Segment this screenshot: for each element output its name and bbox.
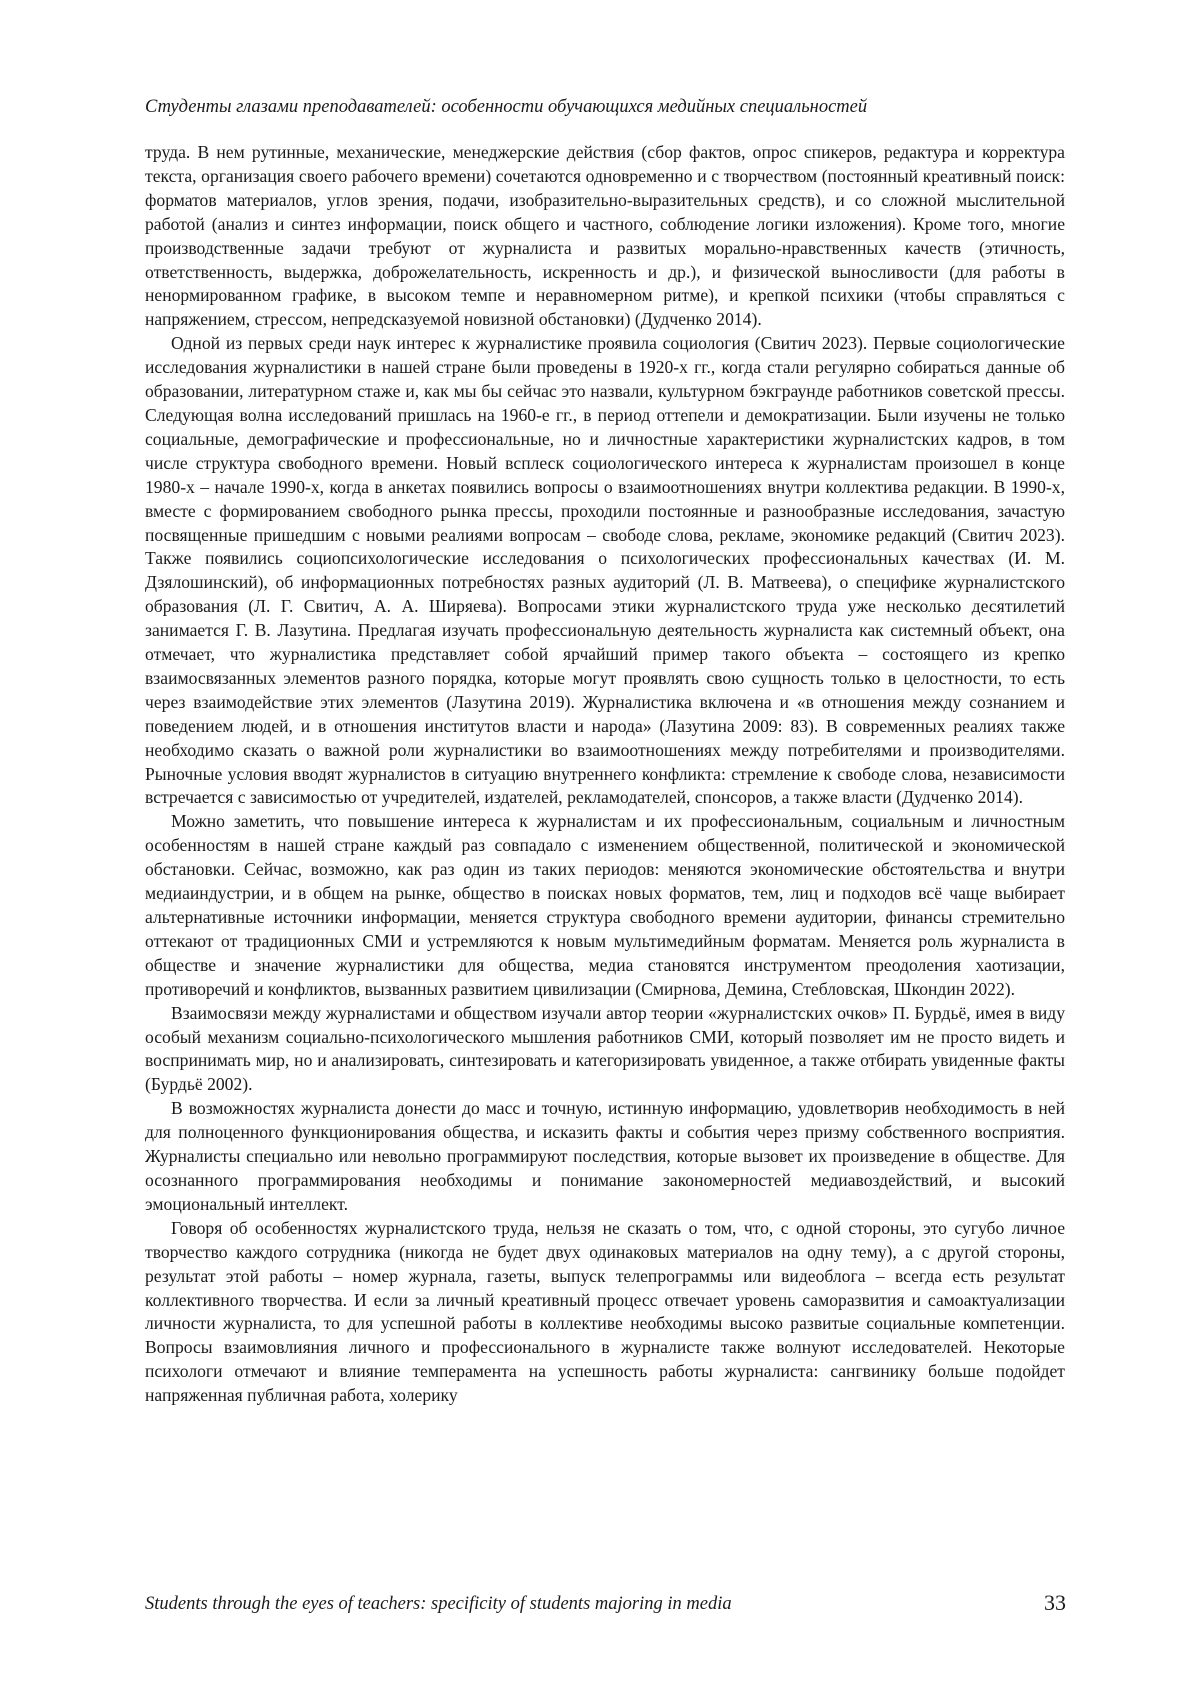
paragraph-interest-changes: Можно заметить, что повышение интереса к журналистам и их профессиональным, социальным и личностным особенностям в нашей стране каждый раз совпадало с изменением общественной, политической и экономической обстановки. Сейчас, возможно, как раз один из таких периодов: меняются экономические обстоятельства и внутри медиаиндустрии, и в общем на рынке, общество в поисках новых форматов, тем, лиц и подходов всё чаще выбирает альтернативные источники информации, меняется структура свободного времени аудитории, финансы стремительно оттекают от традиционных СМИ и устремляются к новым мультимедийным форматам. Меняется роль журналиста в обществе и значение журналистики для общества, медиа становятся инструментом преодоления хаотизации, противоречий и конфликтов, вызванных развитием цивилизации (Смирнова, Демина, Стебловская, Шкондин 2022). [145, 811, 1065, 999]
article-body [145, 141, 1065, 1408]
paragraph-collective-creativity: Говоря об особенностях журналистского труда, нельзя не сказать о том, что, с одной стороны, это сугубо личное творчество каждого сотрудника (никогда не будет двух одинаковых материалов на одну тему), а с другой стороны, результат этой работы – номер журнала, газеты, выпуск телепрограммы или видеоблога – всегда есть результат коллективного творчества. И если за личный креативный процесс отвечает уровень саморазвития и самоактуализации личности журналиста, то для успешной работы в коллективе необходимы высоко развитые социальные компетенции. Вопросы взаимовлияния личного и профессионального в журналисте также волнуют исследователей. Некоторые психологи отмечают и влияние темперамента на успешность работы журналиста: сангвинику больше подойдет напряженная публичная работа, холерику [145, 1217, 1065, 1406]
paragraph-sociology-history: Одной из первых среди наук интерес к журналистике проявила социология (Свитич 2023). Первые социологические исследования журналистики в нашей стране были проведены в 1920-х гг., когда стали регулярно собираться данные об образовании, литературном стаже и, как мы бы сейчас это назвали, культурном бэкграунде работников советской прессы. Следующая волна исследований пришлась на 1960-е гг., в период оттепели и демократизации. Были изучены не только социальные, демографические и профессиональные, но и личностные характеристики журналистских кадров, в том числе структура свободного времени. Новый всплеск социологического интереса к журналистам произошел в конце 1980-х – начале 1990-х, когда в анкетах появились вопросы о взаимоотношениях внутри коллектива редакции. В 1990-х, вместе с формированием свободного рынка прессы, проходили постоянные и разнообразные исследования, зачастую посвященные пришедшим с новыми реалиями вопросам – свободе слова, рекламе, экономике редакций (Свитич 2023). Также появились социопсихологические исследования о психологических профессиональных качествах (И. М. Дзялошинский), об информационных потребностях разных аудиторий (Л. В. Матвеева), о специфике журналистского образования (Л. Г. Свитич, А. А. Ширяева). Вопросами этики журналистского труда уже несколько десятилетий занимается Г. В. Лазутина. Предлагая изучать профессиональную деятельность журналиста как системный объект, она отмечает, что журналистика представляет собой ярчайший пример такого объекта – состоящего из крепко взаимосвязанных элементов разного порядка, которые могут проявлять свою сущность только в целостности, то есть через взаимодействие этих элементов (Лазутина 2019). Журналистика включена и «в отношения между сознанием и поведением людей, и в отношения институтов власти и народа» (Лазутина 2009: 83). В современных реалиях также необходимо сказать о важной роли журналистики во взаимоотношениях между потребителями и производителями. Рыночные условия вводят журналистов в ситуацию внутреннего конфликта: стремление к свободе слова, независимости встречается с зависимостью от учредителей, издателей, рекламодателей, спонсоров, а также власти (Дудченко 2014). [145, 333, 1065, 808]
page-number: 33 [1044, 1590, 1066, 1615]
paragraph-journalist-capabilities: В возможностях журналиста донести до масс и точную, истинную информацию, удовлетворив необходимость в ней для полноценного функционирования общества, и исказить факты и события через призму собственного восприятия. Журналисты специально или невольно программируют последствия, которые вызовет их произведение в обществе. Для осознанного программирования необходимы и понимание закономерностей медиавоздействий, и высокий эмоциональный интеллект. [145, 1098, 1065, 1214]
paragraph-continuation: труда. В нем рутинные, механические, менеджерские действия (сбор фактов, опрос спикеров, редактура и корректура текста, организация своего рабочего времени) сочетаются одновременно и с творчеством (постоянный креативный поиск: форматов материалов, углов зрения, подачи, изобразительно-выразительных средств), и со сложной мыслительной работой (анализ и синтез информации, поиск общего и частного, соблюдение логики изложения). Кроме того, многие производственные задачи требуют от журналиста и развитых морально-нравственных качеств (этичность, ответственность, выдержка, доброжелательность, искренность и др.), и физической выносливости (для работы в ненормированном графике, в высоком темпе и неравномерном ритме), и крепкой психики (чтобы справляться с напряжением, стрессом, непредсказуемой новизной обстановки) (Дудченко 2014). [145, 142, 1065, 330]
paragraph-bourdieu: Взаимосвязи между журналистами и обществом изучали автор теории «журналистских очков» П. Бурдьё, имея в виду особый механизм социально-психологического мышления работников СМИ, который позволяет им не просто видеть и воспринимать мир, но и анализировать, синтезировать и категоризировать увиденное, а также отбирать увиденные факты (Бурдьё 2002). [145, 1002, 1065, 1095]
running-header: Студенты глазами преподавателей: особенности обучающихся медийных специальностей [145, 97, 868, 117]
footer-english-title: Students through the eyes of teachers: specificity of students majoring in media [145, 1594, 732, 1614]
